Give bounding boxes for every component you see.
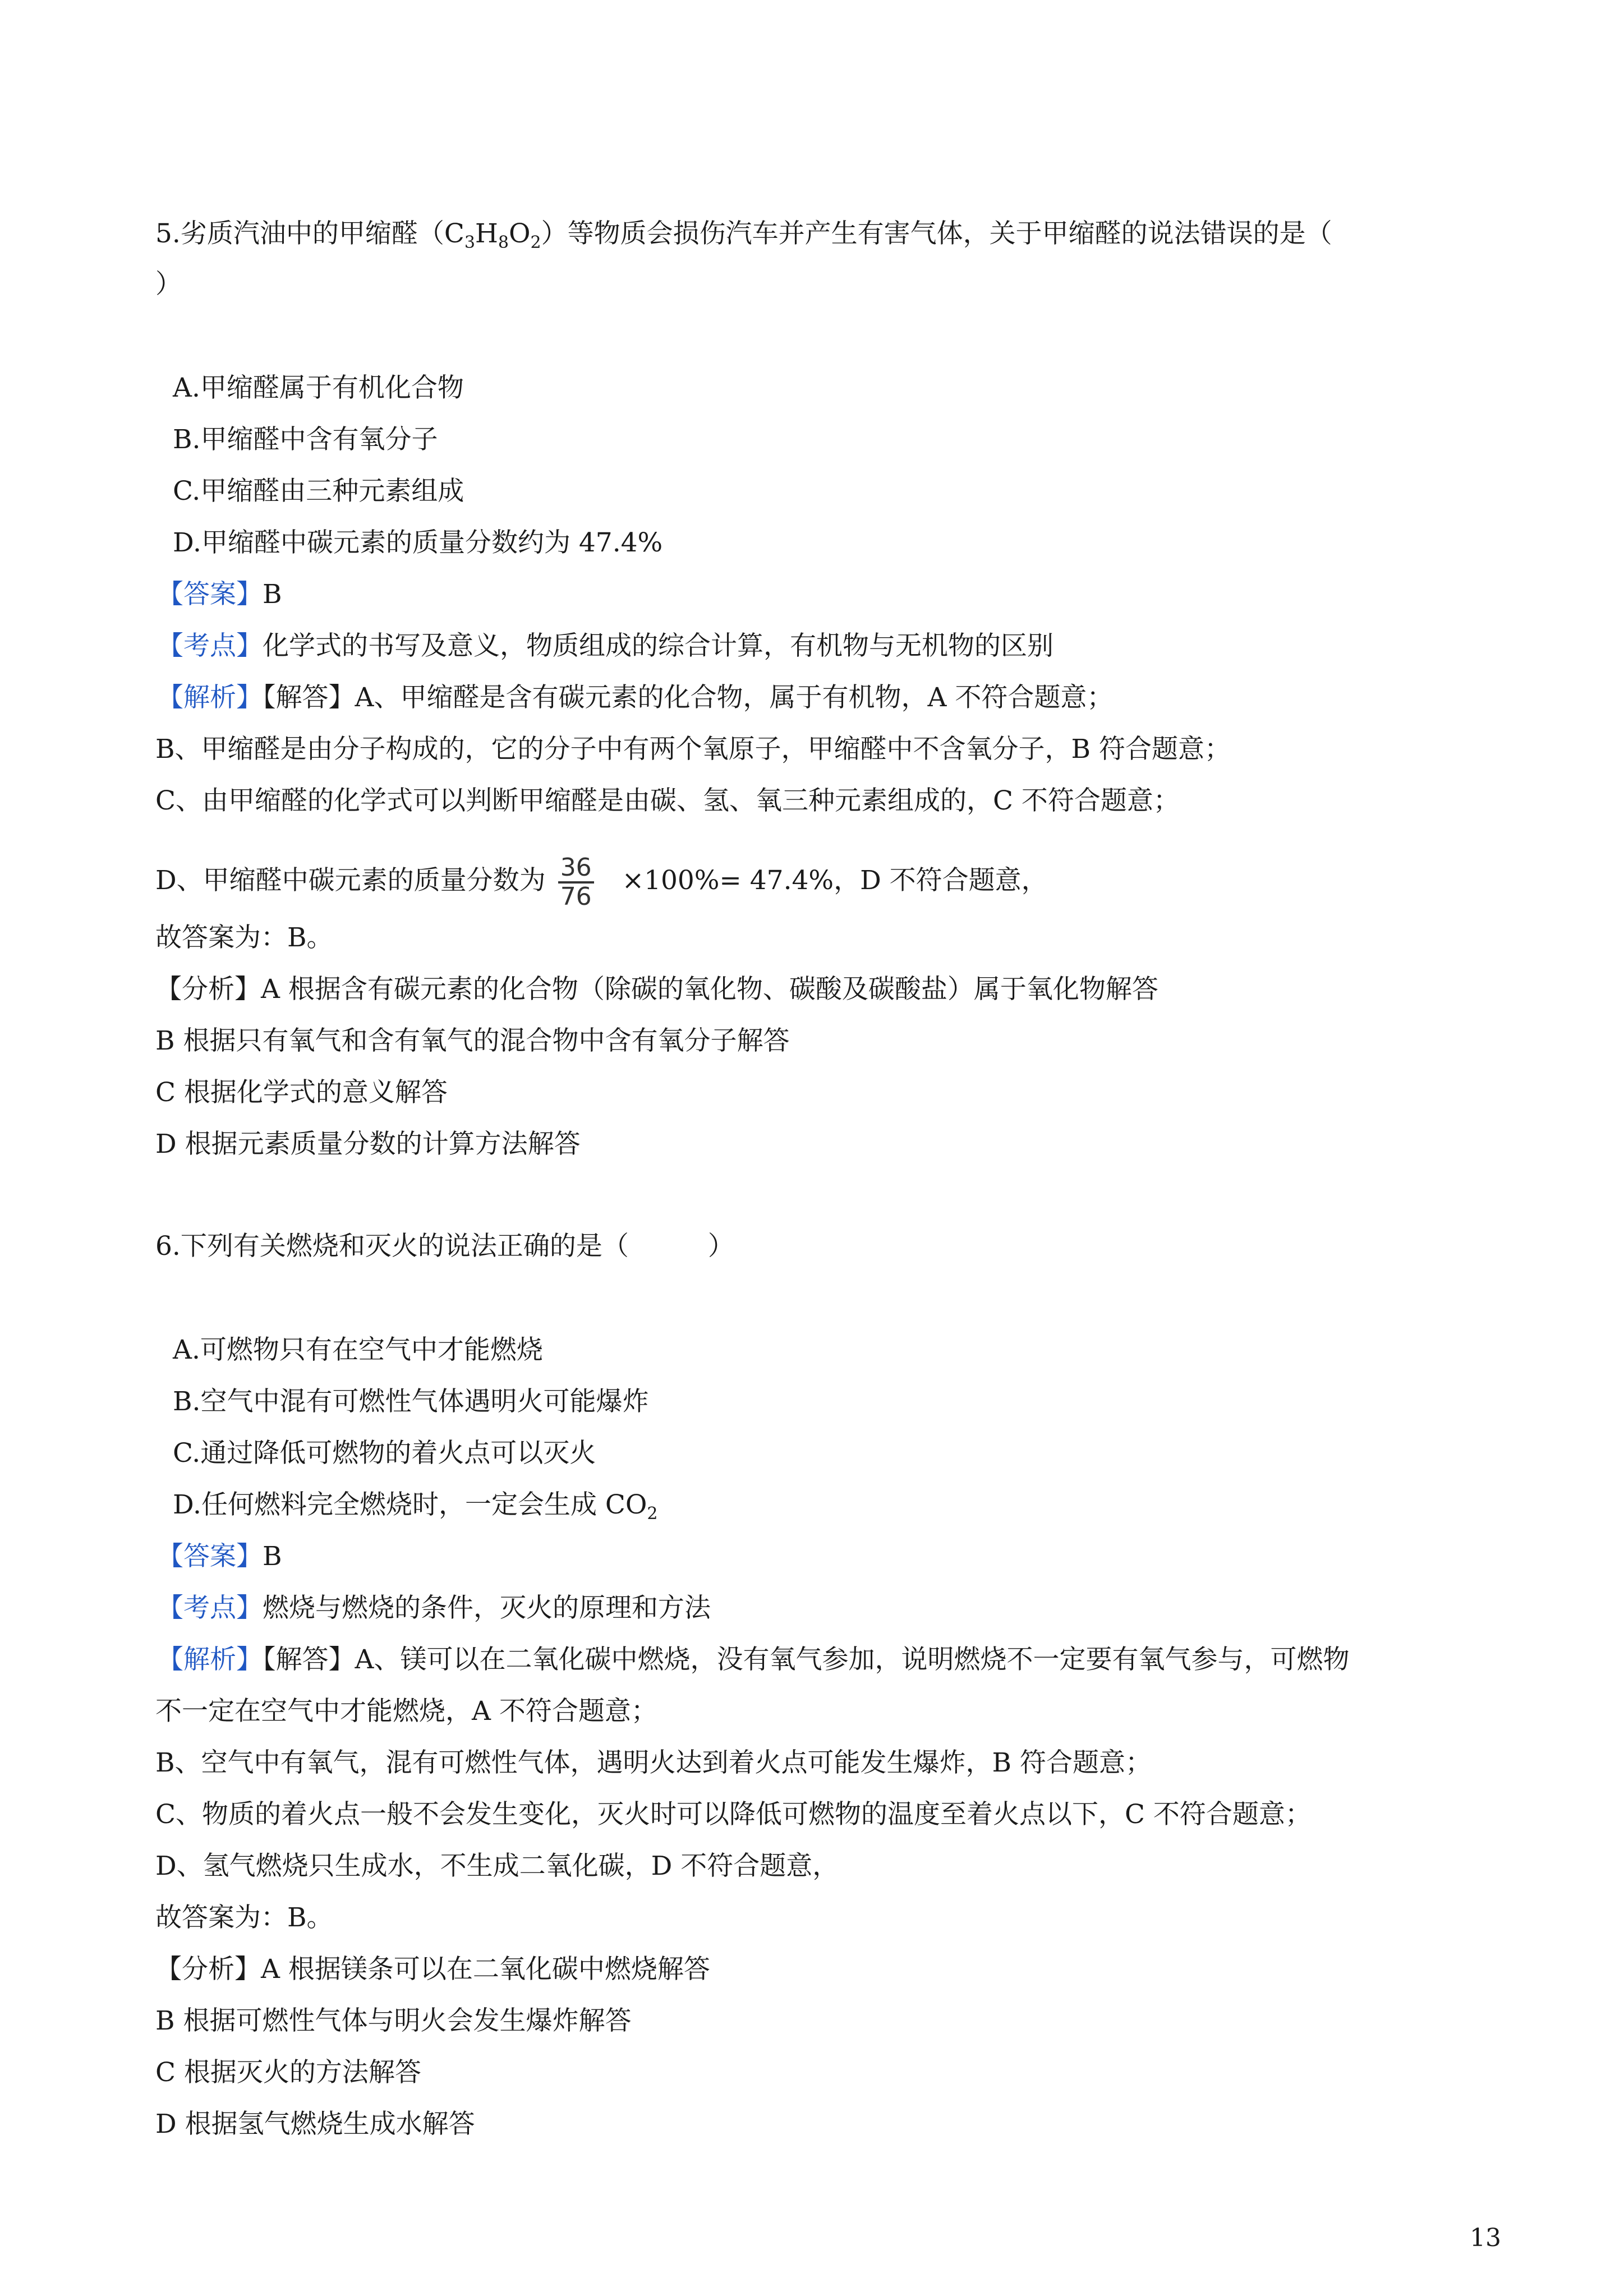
q5-fenxi-b: B 根据只有氧气和含有氧气的混合物中含有氧分子解答 bbox=[155, 1025, 790, 1056]
q6-fenxi-c: C 根据灭火的方法解答 bbox=[155, 2057, 421, 2088]
q6-fenxi-b: B 根据可燃性气体与明火会发生爆炸解答 bbox=[155, 2005, 632, 2036]
q5-option-c: C.甲缩醛由三种元素组成 bbox=[173, 476, 464, 507]
q5-jiexi-c: C、由甲缩醛的化学式可以判断甲缩醛是由碳、氢、氧三种元素组成的，C 不符合题意； bbox=[155, 785, 1180, 816]
q6-conclusion: 故答案为：B。 bbox=[155, 1902, 333, 1933]
q6-jiexi: 【解析】【解答】A、镁可以在二氧化碳中燃烧，没有氧气参加，说明燃烧不一定要有氧气参与，可燃物 bbox=[157, 1644, 1350, 1675]
q6-option-c: C.通过降低可燃物的着火点可以灭火 bbox=[173, 1438, 596, 1469]
q5-fenxi-c: C 根据化学式的意义解答 bbox=[155, 1077, 448, 1108]
q6-jiexi-c: C、物质的着火点一般不会发生变化，灭火时可以降低可燃物的温度至着火点以下，C 不符合题意； bbox=[155, 1799, 1312, 1830]
q6-fenxi-d: D 根据氢气燃烧生成水解答 bbox=[155, 2109, 475, 2139]
q6-option-d: D.任何燃料完全燃烧时，一定会生成 $CO_2$ bbox=[173, 1489, 658, 1524]
fraction: $\frac{36}{76}$ bbox=[558, 854, 594, 910]
q5-stem-end: ） bbox=[155, 269, 182, 300]
q5-option-d: D.甲缩醛中碳元素的质量分数约为 47.4% bbox=[173, 527, 663, 558]
q5-fenxi-a: 【分析】A 根据含有碳元素的化合物（除碳的氧化物、碳酸及碳酸盐）属于氧化物解答 bbox=[155, 974, 1158, 1005]
q6-stem: 6.下列有关燃烧和灭火的说法正确的是（ ） bbox=[155, 1231, 734, 1262]
answer-tag: 【答案】 bbox=[157, 1541, 263, 1572]
q5-option-a: A.甲缩醛属于有机化合物 bbox=[173, 372, 464, 403]
kaodian-tag: 【考点】 bbox=[157, 1593, 263, 1623]
jiexi-tag: 【解析】 bbox=[157, 1644, 263, 1675]
q6-jiexi-b: B、空气中有氧气，混有可燃性气体，遇明火达到着火点可能发生爆炸，B 符合题意； bbox=[155, 1747, 1152, 1778]
q5-stem: 5.劣质汽油中的甲缩醛$(C_3H_8O_2)$等物质会损伤汽车并产生有害气体，关于甲缩醛的说法错误的是（ bbox=[155, 218, 1332, 252]
q5-jiexi-b: B、甲缩醛是由分子构成的，它的分子中有两个氧原子，甲缩醛中不含氧分子，B 符合题意； bbox=[155, 734, 1231, 765]
q6-fenxi-a: 【分析】A 根据镁条可以在二氧化碳中燃烧解答 bbox=[155, 1954, 710, 1985]
q5-option-b: B.甲缩醛中含有氧分子 bbox=[173, 424, 438, 455]
q6-jiexi-d: D、氢气燃烧只生成水，不生成二氧化碳，D 不符合题意， bbox=[155, 1851, 839, 1881]
jiexi-tag: 【解析】 bbox=[157, 682, 263, 713]
page-number: 13 bbox=[1470, 2224, 1501, 2252]
q5-jiexi-d: D、甲缩醛中碳元素的质量分数为 $\frac{36}{76}$ ×100%= 47.4%，D 不符合题意， bbox=[155, 853, 1048, 911]
q5-answer: 【答案】B bbox=[157, 579, 282, 610]
q5-conclusion: 故答案为：B。 bbox=[155, 922, 333, 953]
q5-kaodian: 【考点】化学式的书写及意义，物质组成的综合计算，有机物与无机物的区别 bbox=[157, 631, 1053, 661]
answer-tag: 【答案】 bbox=[157, 579, 263, 610]
q6-kaodian: 【考点】燃烧与燃烧的条件，灭火的原理和方法 bbox=[157, 1593, 711, 1623]
q6-jiexi-a-cont: 不一定在空气中才能燃烧，A 不符合题意； bbox=[155, 1696, 657, 1727]
q5-fenxi-d: D 根据元素质量分数的计算方法解答 bbox=[155, 1129, 581, 1159]
q6-answer: 【答案】B bbox=[157, 1541, 282, 1572]
kaodian-tag: 【考点】 bbox=[157, 631, 263, 661]
q6-option-a: A.可燃物只有在空气中才能燃烧 bbox=[173, 1335, 543, 1365]
q6-option-b: B.空气中混有可燃性气体遇明火可能爆炸 bbox=[173, 1386, 649, 1417]
q5-jiexi: 【解析】【解答】A、甲缩醛是含有碳元素的化合物，属于有机物，A 不符合题意； bbox=[157, 682, 1114, 713]
